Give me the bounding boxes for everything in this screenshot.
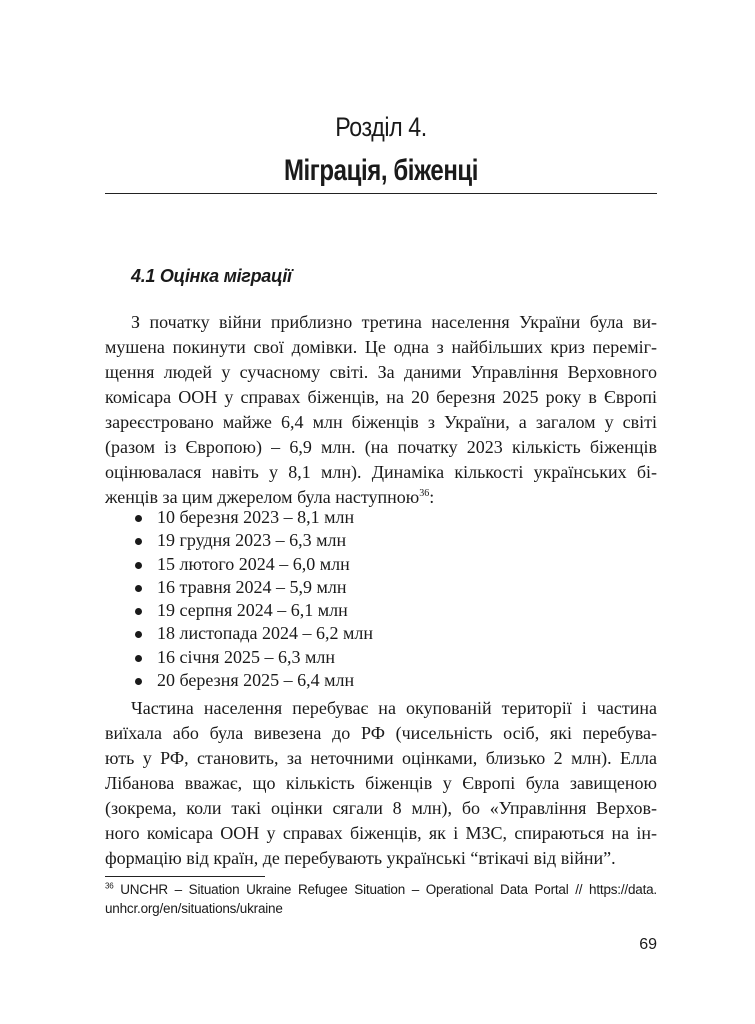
bullet-icon bbox=[135, 655, 142, 662]
list-item bbox=[105, 529, 373, 552]
paragraph-2 bbox=[105, 696, 657, 871]
paragraph-line: З початку війни приблизно третина населення України була ви- bbox=[131, 312, 657, 332]
bullet-icon bbox=[135, 585, 142, 592]
footnote-mark: 36 bbox=[105, 881, 114, 891]
list-item bbox=[105, 576, 373, 599]
page-number: 69 bbox=[639, 936, 657, 953]
paragraph-line: ють у РФ, становить, за неточними оцінками, близько 2 млн). Елла bbox=[105, 748, 657, 768]
list-item bbox=[105, 646, 373, 669]
paragraph-line-end: : bbox=[429, 487, 435, 507]
list-item bbox=[105, 599, 373, 622]
list-item-text: 20 березня 2025 – 6,4 млн bbox=[157, 670, 355, 691]
chapter-title: Міграція, біженці bbox=[283, 154, 479, 187]
list-item-text: 19 серпня 2024 – 6,1 млн bbox=[157, 600, 348, 621]
list-item bbox=[105, 553, 373, 576]
list-item-text: 19 грудня 2023 – 6,3 млн bbox=[157, 530, 347, 551]
footnote-line bbox=[105, 880, 657, 899]
bullet-icon bbox=[135, 562, 142, 569]
bullet-icon bbox=[135, 608, 142, 615]
paragraph-1 bbox=[105, 310, 657, 510]
list-item-text: 18 листопада 2024 – 6,2 млн bbox=[157, 623, 374, 644]
paragraph-line: (разом із Європою) – 6,9 млн. (на початку 2023 кількість біженців bbox=[105, 437, 657, 457]
paragraph-line: комісара ООН у справах біженців, на 20 березня 2025 року в Європі bbox=[105, 387, 657, 407]
bullet-icon bbox=[135, 515, 142, 522]
footnote-reference[interactable]: 36 bbox=[419, 488, 430, 499]
paragraph-line: ного комісара ООН у справах біженців, як і МЗС, спираються на ін- bbox=[105, 823, 657, 843]
paragraph-line: (зокрема, коли такі оцінки сягали 8 млн), бо «Управління Верхов- bbox=[105, 798, 657, 818]
list-item-text: 10 березня 2023 – 8,1 млн bbox=[157, 507, 355, 527]
section-heading: 4.1 Оцінка міграції bbox=[131, 266, 292, 286]
bullet-icon bbox=[135, 538, 142, 545]
footnote-text[interactable]: UNCHR – Situation Ukraine Refugee Situation – Operational Data Portal // https://data. bbox=[113, 882, 657, 897]
chapter-number: Розділ 4. bbox=[335, 112, 427, 142]
paragraph-line: формацію від країн, де перебувають українські “втікачі від війни”. bbox=[105, 848, 616, 868]
paragraph-line: мушена покинути свої домівки. Це одна з найбільших криз переміг- bbox=[105, 337, 657, 357]
list-item bbox=[105, 506, 373, 529]
paragraph-line: зареєстровано майже 6,4 млн біженців з України, а загалом у світі bbox=[105, 412, 657, 432]
footnote-link[interactable]: unhcr.org/en/situations/ukraine bbox=[105, 901, 283, 916]
chapter-title-rule bbox=[105, 193, 657, 194]
bullet-icon bbox=[135, 678, 142, 685]
bullet-icon bbox=[135, 631, 142, 638]
paragraph-line: виїхала або була вивезена до РФ (чисельність осіб, які перебува- bbox=[105, 723, 657, 743]
paragraph-line: Частина населення перебуває на окупованій території і частина bbox=[131, 698, 657, 718]
paragraph-line: щення людей у сучасному світі. За даними Управління Верховного bbox=[105, 362, 657, 382]
list-item-text: 15 лютого 2024 – 6,0 млн bbox=[157, 553, 350, 574]
footnote bbox=[105, 880, 657, 918]
paragraph-line-text: женців за цим джерелом була наступною bbox=[105, 487, 420, 507]
paragraph-line: оцінювалася навіть у 8,1 млн). Динаміка кількості українських бі- bbox=[105, 462, 657, 482]
list-item bbox=[105, 669, 373, 692]
refugee-dynamics-list bbox=[105, 506, 373, 692]
list-item bbox=[105, 622, 373, 645]
footnote-divider bbox=[105, 876, 265, 877]
list-item-text: 16 травня 2024 – 5,9 млн bbox=[157, 576, 347, 597]
list-item-text: 16 січня 2025 – 6,3 млн bbox=[157, 646, 335, 667]
paragraph-line: Лібанова вважає, що кількість біженців у Європі була завищеною bbox=[105, 773, 657, 793]
